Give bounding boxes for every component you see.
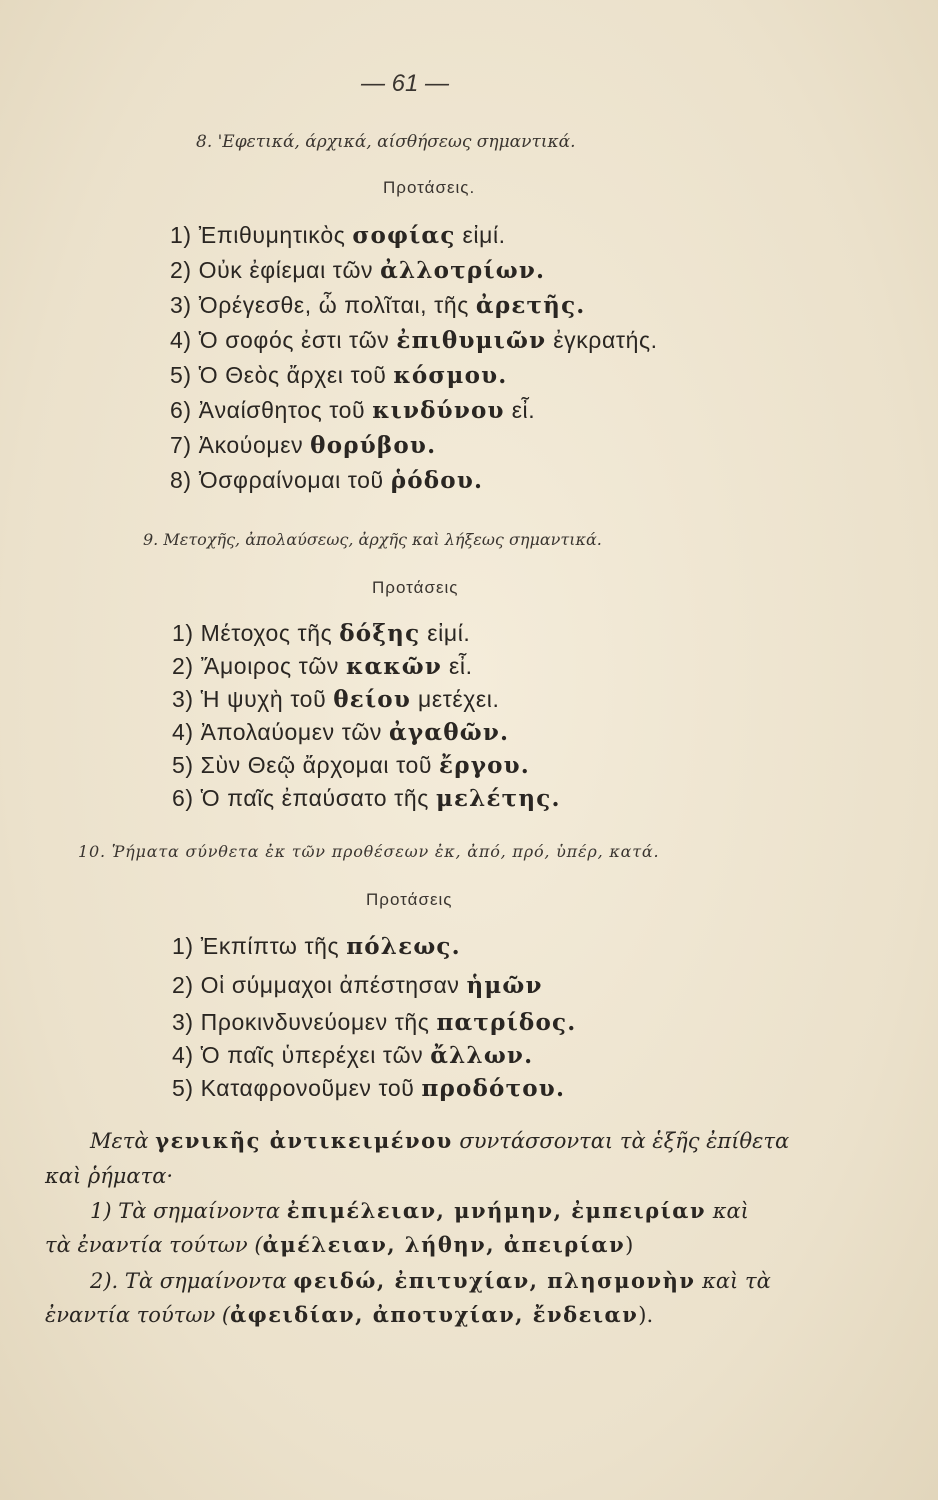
section-9-item-2: 2) Ἄμοιρος τῶν κακῶν εἶ. (172, 653, 473, 680)
section-9-heading: 9. Μετοχῆς, ἀπολαύσεως, ἀρχῆς καὶ λήξεως σημαντικά. (143, 530, 602, 549)
section-10-item-1: 1) Ἐκπίπτω τῆς πόλεως. (172, 933, 461, 960)
section-8-heading: 8. 'Εφετικά, άρχικά, αίσθήσεως σημαντικά. (196, 132, 576, 152)
section-9-item-3: 3) Ἡ ψυχὴ τοῦ θείου μετέχει. (172, 686, 500, 713)
closing-line-6: ἐναντία τούτων (ἀφειδίαν, ἀποτυχίαν, ἔνδειαν). (45, 1302, 654, 1327)
section-8-item-8: 8) Ὀσφραίνομαι τοῦ ῥόδου. (170, 467, 484, 494)
section-8-subheading: Προτάσεις. (383, 178, 476, 197)
section-10-item-4: 4) Ὁ παῖς ὑπερέχει τῶν ἄλλων. (172, 1042, 534, 1069)
section-10-item-5: 5) Καταφρονοῦμεν τοῦ προδότου. (172, 1075, 566, 1102)
section-8-item-6: 6) Ἀναίσθητος τοῦ κινδύνου εἶ. (170, 397, 536, 424)
section-8-item-1: 1) Ἐπιθυμητικὸς σοφίας εἰμί. (170, 222, 506, 249)
section-9-item-6: 6) Ὁ παῖς ἐπαύσατο τῆς μελέτης. (172, 785, 561, 812)
section-8-item-3: 3) Ὀρέγεσθε, ὦ πολῖται, τῆς ἀρετῆς. (170, 292, 586, 319)
section-10-subheading: Προτάσεις (366, 890, 453, 909)
closing-line-3: 1) Τὰ σημαίνοντα ἐπιμέλειαν, μνήμην, ἐμπειρίαν καὶ (90, 1198, 749, 1223)
section-8-item-2: 2) Οὐκ ἐφίεμαι τῶν ἀλλοτρίων. (170, 257, 546, 284)
section-10-item-3: 3) Προκινδυνεύομεν τῆς πατρίδος. (172, 1009, 577, 1036)
section-8-item-5: 5) Ὁ Θεὸς ἄρχει τοῦ κόσμου. (170, 362, 508, 389)
section-8-item-7: 7) Ἀκούομεν θορύβου. (170, 432, 437, 459)
section-9-subheading: Προτάσεις (372, 578, 459, 597)
section-8-item-4: 4) Ὁ σοφός ἐστι τῶν ἐπιθυμιῶν ἐγκρατής. (170, 327, 658, 354)
closing-line-5: 2). Τὰ σημαίνοντα φειδώ, ἐπιτυχίαν, πλησμονὴν καὶ τὰ (90, 1268, 771, 1293)
closing-line-1: Μετὰ γενικῆς ἀντικειμένου συντάσσονται τὰ ἑξῆς ἐπίθετα (90, 1128, 790, 1153)
section-10-heading: 10. Ῥήματα σύνθετα ἐκ τῶν προθέσεων ἐκ, ἀπό, πρό, ὑπέρ, κατά. (78, 842, 660, 861)
section-9-item-4: 4) Ἀπολαύομεν τῶν ἀγαθῶν. (172, 719, 510, 746)
section-10-item-2: 2) Οἱ σύμμαχοι ἀπέστησαν ἡμῶν (172, 972, 543, 999)
closing-line-4: τὰ ἐναντία τούτων (ἀμέλειαν, λήθην, ἀπειρίαν) (45, 1232, 634, 1257)
closing-line-2: καὶ ῥήματα· (45, 1164, 174, 1188)
section-9-item-1: 1) Μέτοχος τῆς δόξης εἰμί. (172, 620, 471, 647)
page-number: — 61 — (360, 70, 450, 97)
section-9-item-5: 5) Σὺν Θεῷ ἄρχομαι τοῦ ἔργου. (172, 752, 530, 779)
